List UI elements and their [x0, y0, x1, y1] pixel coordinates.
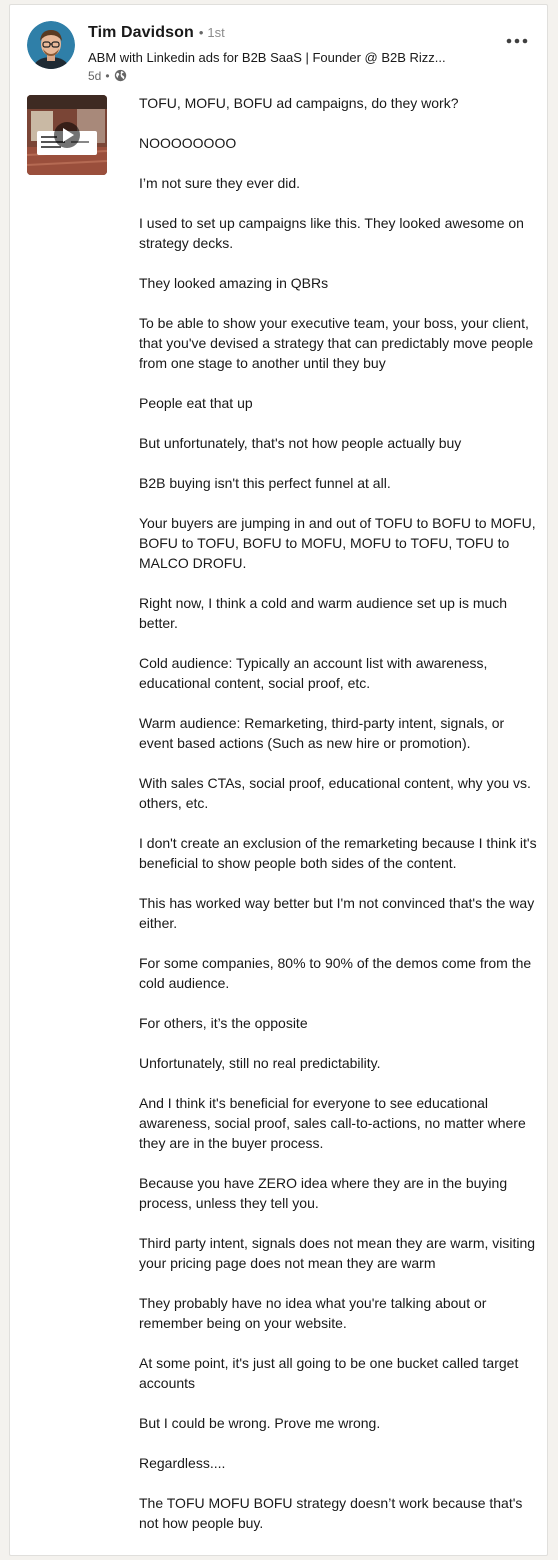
post-paragraph: B2B buying isn't this perfect funnel at all. — [139, 475, 391, 491]
post-paragraph: People eat that up — [139, 395, 253, 411]
globe-icon — [114, 69, 127, 82]
post-paragraph: They looked amazing in QBRs — [139, 275, 329, 291]
post-paragraph: For some companies, 80% to 90% of the demos come from the cold audience. — [139, 955, 532, 991]
video-preview-image — [27, 95, 107, 175]
post-paragraph: I don't create an exclusion of the remarketing because I think it's beneficial to show people both sides of the content. — [139, 835, 537, 871]
post-meta — [88, 67, 488, 84]
more-horizontal-icon — [506, 38, 528, 44]
post-paragraph: They probably have no idea what you're talking about or remember being on your website. — [139, 1295, 487, 1331]
post-paragraph: But I could be wrong. Prove me wrong. — [139, 1415, 381, 1431]
feed-post-card — [9, 4, 548, 1556]
post-paragraph: Right now, I think a cold and warm audience set up is much better. — [139, 595, 508, 631]
post-paragraph: NOOOOOOOO — [139, 135, 237, 151]
post-paragraph: I’m not sure they ever did. — [139, 175, 301, 191]
post-paragraph: The TOFU MOFU BOFU strategy doesn’t work because that's not how people buy. — [139, 1495, 523, 1531]
post-paragraph: To be able to show your executive team, your boss, your client, that you've devised a strategy that can predictably move people from one stage to another until they buy — [139, 315, 534, 371]
post-paragraph: Regardless.... — [139, 1455, 226, 1471]
post-text — [139, 93, 539, 1553]
post-header — [88, 24, 488, 84]
video-thumbnail[interactable] — [27, 95, 107, 175]
post-paragraph: For others, it’s the opposite — [139, 1015, 308, 1031]
avatar-image — [27, 21, 75, 69]
author-headline: ABM with Linkedin ads for B2B SaaS | Founder @ B2B Rizz... — [88, 50, 446, 65]
post-paragraph: But unfortunately, that's not how people actually buy — [139, 435, 462, 451]
post-paragraph: I used to set up campaigns like this. They looked awesome on strategy decks. — [139, 215, 524, 251]
post-timestamp: 5d — [88, 68, 102, 83]
more-options-button[interactable] — [505, 31, 529, 51]
post-paragraph: Cold audience: Typically an account list with awareness, educational content, social proof, etc. — [139, 655, 488, 691]
post-paragraph: Unfortunately, still no real predictability. — [139, 1055, 381, 1071]
post-paragraph: Because you have ZERO idea where they are in the buying process, unless they tell you. — [139, 1175, 508, 1211]
post-paragraph: And I think it's beneficial for everyone to see educational awareness, social proof, sales call-to-actions, no matter where they are in the buyer process. — [139, 1095, 526, 1151]
separator-dot: • — [105, 68, 110, 83]
post-paragraph: Third party intent, signals does not mean they are warm, visiting your pricing page does not mean they are warm — [139, 1235, 536, 1271]
post-paragraph: Warm audience: Remarketing, third-party intent, signals, or event based actions (Such as new hire or promotion). — [139, 715, 505, 751]
connection-degree: 1st — [207, 25, 225, 40]
post-paragraph: Your buyers are jumping in and out of TOFU to BOFU to MOFU, BOFU to TOFU, BOFU to MOFU, MOFU to TOFU, TOFU to MALCO DROFU. — [139, 515, 536, 571]
post-paragraph: At some point, it's just all going to be one bucket called target accounts — [139, 1355, 519, 1391]
author-name[interactable]: Tim Davidson — [88, 24, 194, 41]
post-paragraph: This has worked way better but I'm not convinced that's the way either. — [139, 895, 535, 931]
author-name-row — [88, 24, 488, 46]
post-paragraph: With sales CTAs, social proof, educational content, why you vs. others, etc. — [139, 775, 531, 811]
separator-dot: • — [198, 25, 204, 40]
author-avatar[interactable] — [27, 21, 75, 69]
post-paragraph: TOFU, MOFU, BOFU ad campaigns, do they work? — [139, 95, 459, 111]
